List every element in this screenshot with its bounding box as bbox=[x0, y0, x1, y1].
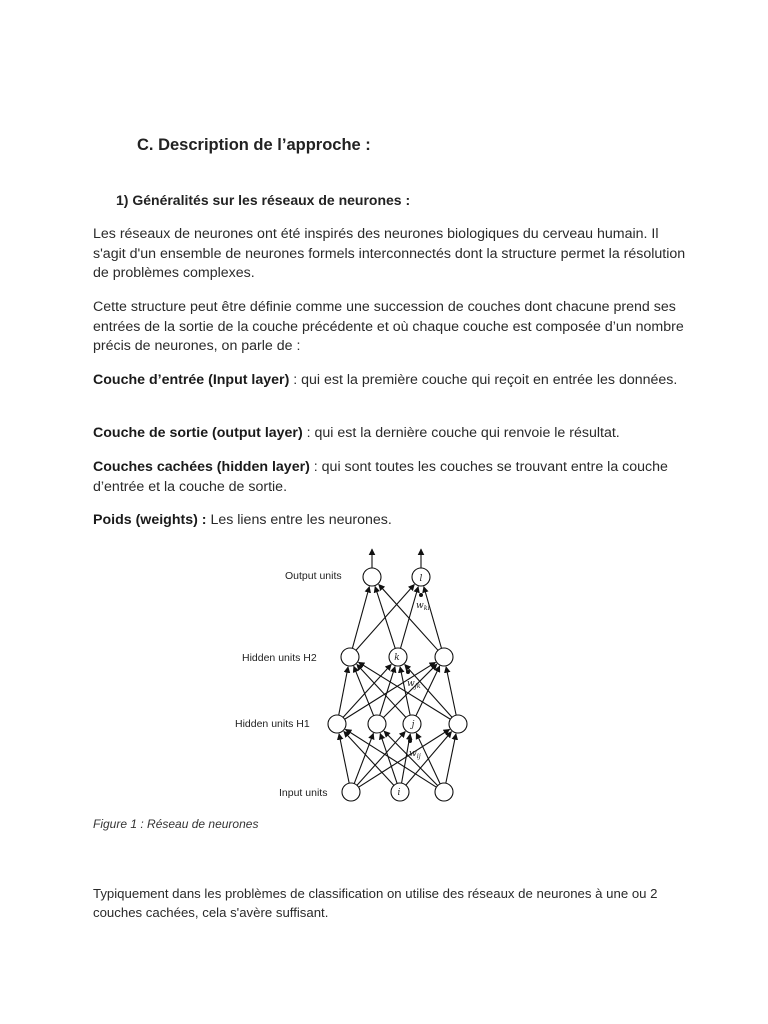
connection-edge bbox=[358, 662, 450, 719]
sub-heading: 1) Généralités sur les réseaux de neurones : bbox=[116, 192, 411, 208]
weight-marker bbox=[408, 739, 412, 743]
hidden-h1-neuron bbox=[449, 715, 467, 733]
hidden-h1-neuron bbox=[328, 715, 346, 733]
weight-label-wkl: $w_{kl}$ bbox=[416, 601, 430, 612]
hidden-h1-neuron bbox=[368, 715, 386, 733]
paragraph-intro: Les réseaux de neurones ont été inspirés des neurones biologiques du cerveau humain. Il s'agit d'un ensemble de neurones formels interconnectés dont la structure permet la résolution de problèmes complexes. bbox=[93, 226, 686, 281]
connection-edge bbox=[359, 729, 450, 787]
hidden-units-h2-label: Hidden units H2 bbox=[242, 652, 317, 664]
connection-edge bbox=[344, 731, 394, 785]
output-units-label: Output units bbox=[285, 570, 342, 582]
connection-edges bbox=[339, 549, 456, 787]
definition-text: : qui sont toutes les couches se trouvant entre la couche d’entrée et la couche de sortie. bbox=[93, 459, 668, 495]
input-units-label: Input units bbox=[279, 787, 328, 799]
definition-term: Couche de sortie (output layer) bbox=[93, 425, 303, 441]
connection-edge bbox=[343, 664, 391, 717]
node-label-i: i bbox=[397, 788, 401, 798]
definition-output-layer bbox=[93, 424, 693, 444]
connection-edge bbox=[352, 587, 369, 649]
connection-edge bbox=[354, 666, 374, 715]
connection-edge bbox=[380, 733, 397, 783]
connection-edge bbox=[339, 734, 349, 783]
definition-hidden-layer bbox=[93, 458, 693, 497]
neural-network-diagram bbox=[230, 545, 480, 805]
hidden-units-h1-label: Hidden units H1 bbox=[235, 718, 310, 730]
weight-marker bbox=[419, 593, 423, 597]
connection-edge bbox=[379, 584, 438, 650]
node-label-j: j bbox=[411, 720, 415, 730]
weight-label-wjk: $w_{jk}$ bbox=[407, 679, 421, 690]
input-neuron bbox=[342, 783, 360, 801]
definition-term: Poids (weights) : bbox=[93, 512, 207, 528]
definition-text: Les liens entre les neurones. bbox=[206, 512, 392, 528]
definition-term: Couche d’entrée (Input layer) bbox=[93, 372, 290, 388]
paragraph-structure: Cette structure peut être définie comme une succession de couches dont chacune prend ses entrées de la sortie de la couche précédente et où chaque couche est composée d’un nombre précis de neurones, on parle de : bbox=[93, 299, 684, 354]
connection-edge bbox=[446, 667, 456, 715]
weight-marker bbox=[406, 670, 410, 674]
definition-text: : qui est la dernière couche qui renvoie le résultat. bbox=[302, 425, 620, 441]
figure-caption: Figure 1 : Réseau de neurones bbox=[93, 817, 259, 831]
weight-label-wij: $w_{ij}$ bbox=[409, 749, 421, 760]
paragraph-closing: Typiquement dans les problèmes de classification on utilise des réseaux de neurones à une ou 2 couches cachées, cela s'avère suffisant. bbox=[93, 886, 658, 920]
connection-edge bbox=[400, 587, 418, 649]
hidden-h2-neuron bbox=[341, 648, 359, 666]
section-heading: C. Description de l’approche : bbox=[137, 136, 371, 154]
definition-weights bbox=[93, 511, 693, 531]
definition-text: : qui est la première couche qui reçoit en entrée les données. bbox=[289, 372, 678, 388]
connection-edge bbox=[446, 734, 456, 783]
definition-input-layer bbox=[93, 371, 693, 391]
connection-edge bbox=[424, 587, 442, 649]
hidden-h2-neuron bbox=[435, 648, 453, 666]
connection-edge bbox=[339, 667, 348, 715]
output-neuron bbox=[363, 568, 381, 586]
node-label-k: k bbox=[394, 653, 400, 663]
connection-edge bbox=[375, 587, 395, 649]
input-neuron bbox=[435, 783, 453, 801]
node-label-l: l bbox=[419, 574, 423, 584]
definition-term: Couches cachées (hidden layer) bbox=[93, 459, 310, 475]
